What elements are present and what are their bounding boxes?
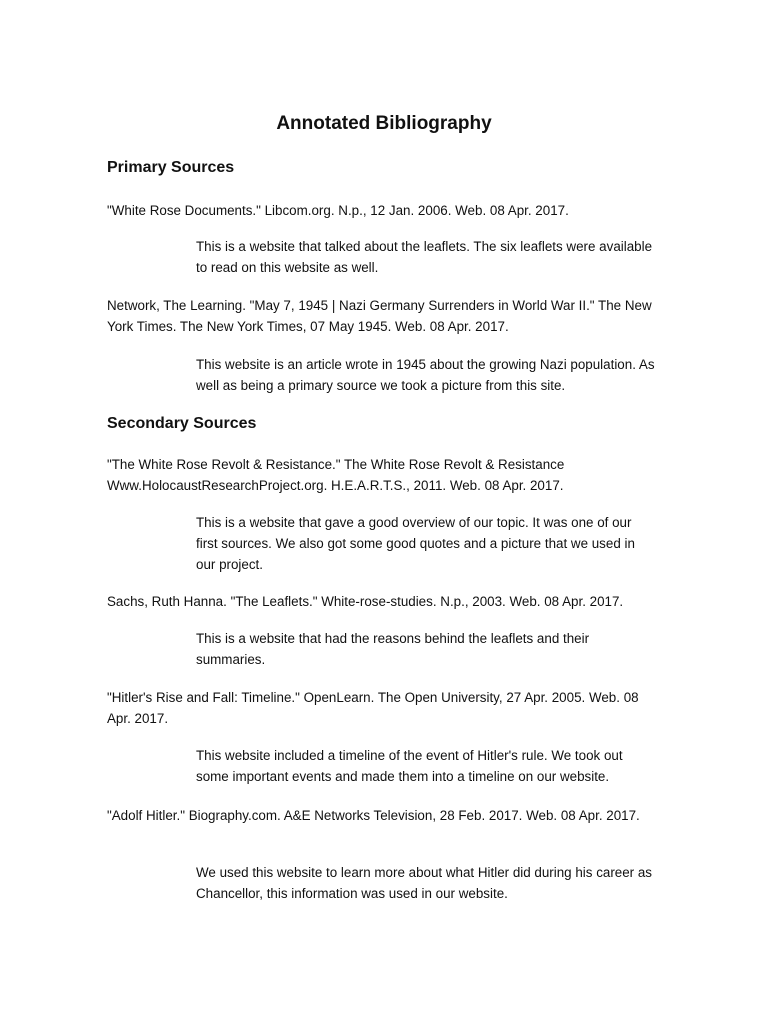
citation-hitlers-rise-and-fall: "Hitler's Rise and Fall: Timeline." OpenLearn. The Open University, 27 Apr. 2005. Web. 08 Apr. 2017. bbox=[107, 690, 639, 726]
annotation-adolf-hitler: We used this website to learn more about what Hitler did during his career as Chancellor, this information was used in our website. bbox=[196, 865, 653, 901]
citation-white-rose-documents: "White Rose Documents." Libcom.org. N.p., 12 Jan. 2006. Web. 08 Apr. 2017. bbox=[107, 203, 569, 218]
annotation-white-rose-documents: This is a website that talked about the leaflets. The six leaflets were available to read on this website as well. bbox=[196, 239, 653, 275]
citation-the-leaflets: Sachs, Ruth Hanna. "The Leaflets." White-rose-studies. N.p., 2003. Web. 08 Apr. 2017. bbox=[107, 594, 624, 609]
annotation-the-leaflets: This is a website that had the reasons behind the leaflets and their summaries. bbox=[196, 631, 590, 667]
secondary-sources-heading: Secondary Sources bbox=[107, 415, 257, 432]
document-title: Annotated Bibliography bbox=[276, 113, 492, 134]
annotation-white-rose-revolt: This is a website that gave a good overview of our topic. It was one of our first sources. We also got some good quotes and a picture that we used in our project. bbox=[196, 515, 635, 572]
citation-nazi-germany-surrenders: Network, The Learning. "May 7, 1945 | Nazi Germany Surrenders in World War II." The New York Times. The New York Times, 07 May 1945. Web. 08 Apr. 2017. bbox=[107, 298, 652, 334]
annotation-hitlers-rise-and-fall: This website included a timeline of the event of Hitler's rule. We took out some important events and made them into a timeline on our website. bbox=[196, 748, 623, 784]
citation-white-rose-revolt: "The White Rose Revolt & Resistance." The White Rose Revolt & Resistance Www.HolocaustResearchProject.org. H.E.A.R.T.S., 2011. Web. 08 Apr. 2017. bbox=[107, 457, 565, 493]
annotation-nazi-germany-surrenders: This website is an article wrote in 1945 about the growing Nazi population. As well as being a primary source we took a picture from this site. bbox=[196, 357, 655, 393]
primary-sources-heading: Primary Sources bbox=[107, 159, 235, 176]
citation-adolf-hitler: "Adolf Hitler." Biography.com. A&E Networks Television, 28 Feb. 2017. Web. 08 Apr. 2017. bbox=[107, 808, 640, 823]
